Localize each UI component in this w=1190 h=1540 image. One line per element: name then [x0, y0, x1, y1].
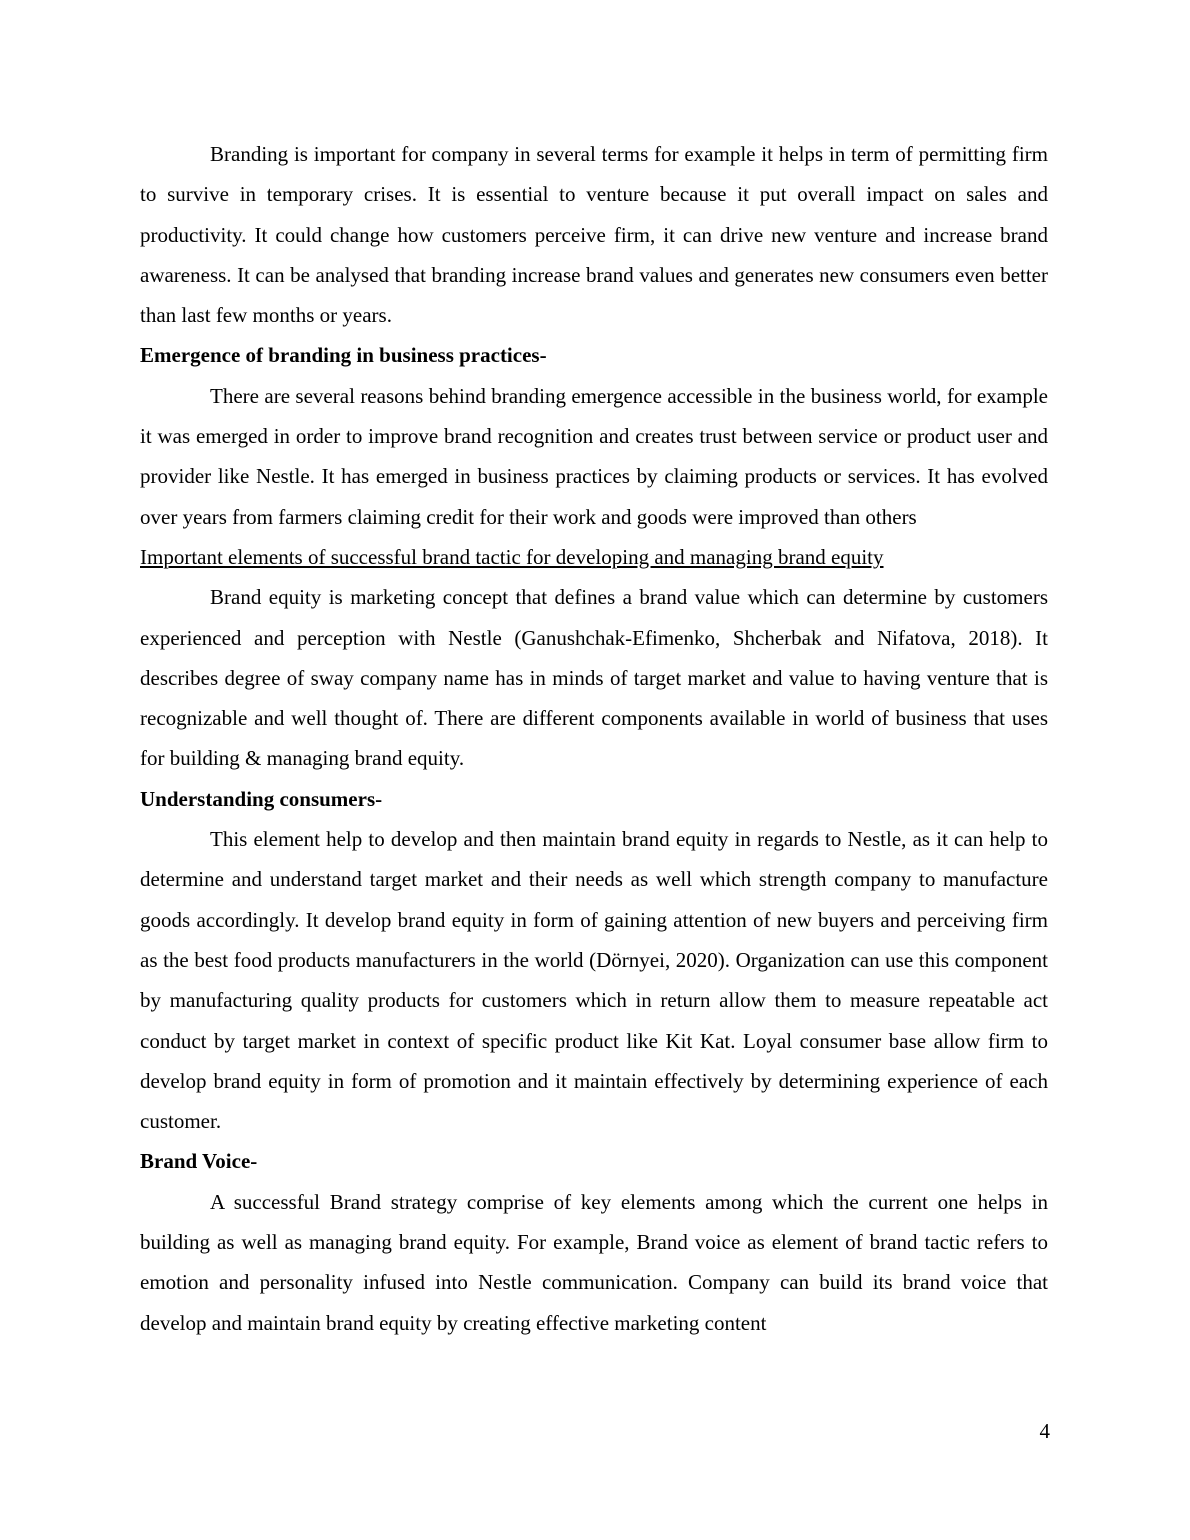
- heading-emergence-of-branding: Emergence of branding in business practices-: [140, 343, 547, 368]
- heading-understanding-consumers: Understanding consumers-: [140, 786, 383, 811]
- heading-brand-voice: Brand Voice-: [140, 1149, 258, 1174]
- paragraph-brand-equity: Brand equity is marketing concept that defines a brand value which can determine by customers experienced and perception with Nestle (Ganushchak-Efimenko, Shcherbak and Nifatova, 2018). It describes degree of sway company name has in minds of target market and value to having venture that is recognizable and well thought of. There are different components available in world of business that uses for building & managing brand equity.: [140, 585, 1048, 771]
- paragraph-understanding-consumers: This element help to develop and then maintain brand equity in regards to Nestle, as it can help to determine and understand target market and their needs as well which strength company to manufacture goods accordingly. It develop brand equity in form of gaining attention of new buyers and perceiving firm as the best food products manufacturers in the world (Dörnyei, 2020). Organization can use this component by manufacturing quality products for customers which in return allow them to measure repeatable act conduct by target market in context of specific product like Kit Kat. Loyal consumer base allow firm to develop brand equity in form of promotion and it maintain effectively by determining experience of each customer.: [140, 827, 1048, 1134]
- paragraph-brand-voice: A successful Brand strategy comprise of key elements among which the current one helps in building as well as managing brand equity. For example, Brand voice as element of brand tactic refers to emotion and personality infused into Nestle communication. Company can build its brand voice that develop and maintain brand equity by creating effective marketing content: [140, 1189, 1048, 1335]
- heading-important-elements: Important elements of successful brand tactic for developing and managing brand equity: [140, 544, 884, 569]
- page-number: 4: [1039, 1419, 1050, 1443]
- paragraph-branding-emergence: There are several reasons behind branding emergence accessible in the business world, for example it was emerged in order to improve brand recognition and creates trust between service or product user and provider like Nestle. It has emerged in business practices by claiming products or services. It has evolved over years from farmers claiming credit for their work and goods were improved than others: [140, 383, 1048, 529]
- paragraph-branding-importance: Branding is important for company in several terms for example it helps in term of permitting firm to survive in temporary crises. It is essential to venture because it put overall impact on sales and productivity. It could change how customers perceive firm, it can drive new venture and increase brand awareness. It can be analysed that branding increase brand values and generates new consumers even better than last few months or years.: [140, 142, 1048, 328]
- document-page: [140, 134, 1048, 1343]
